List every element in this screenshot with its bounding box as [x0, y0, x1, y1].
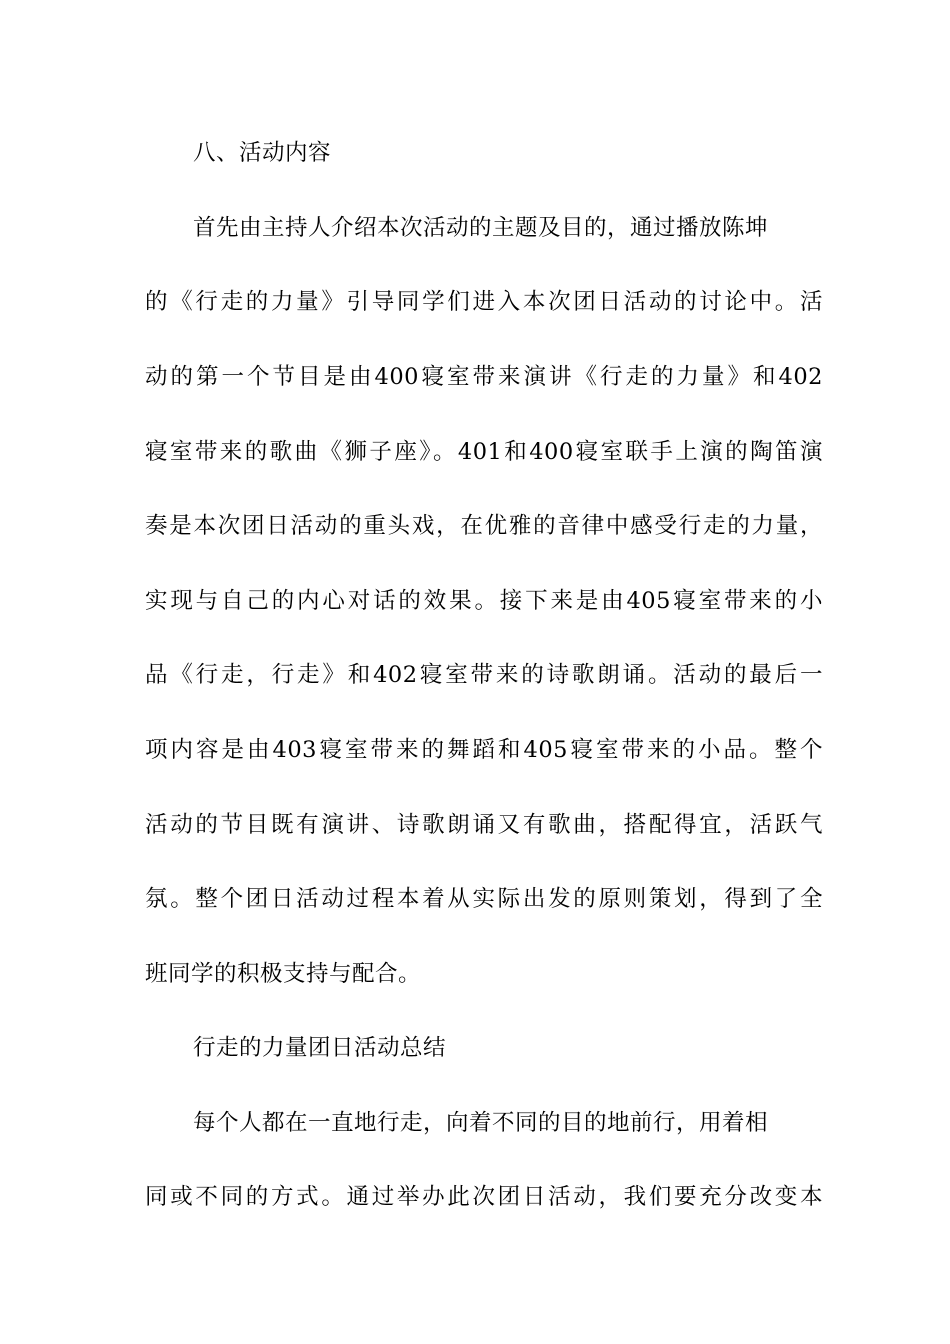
paragraph-line: 寝室带来的歌曲《狮子座》。401和400寝室联手上演的陶笛演	[145, 439, 823, 465]
paragraph-line: 每个人都在一直地行走，向着不同的目的地前行，用着相	[193, 1110, 769, 1136]
paragraph-line: 项内容是由403寝室带来的舞蹈和405寝室带来的小品。整个	[145, 737, 823, 763]
section-heading: 八、活动内容	[193, 140, 332, 166]
paragraph-line: 氛。整个团日活动过程本着从实际出发的原则策划，得到了全	[145, 886, 823, 912]
paragraph-line: 动的第一个节目是由400寝室带来演讲《行走的力量》和402	[145, 364, 823, 390]
paragraph-line: 首先由主持人介绍本次活动的主题及目的，通过播放陈坤	[193, 215, 769, 241]
paragraph-line: 活动的节目既有演讲、诗歌朗诵又有歌曲，搭配得宜，活跃气	[145, 812, 823, 838]
summary-title: 行走的力量团日活动总结	[193, 1035, 447, 1061]
paragraph-line: 品《行走，行走》和402寝室带来的诗歌朗诵。活动的最后一	[145, 662, 823, 688]
paragraph-line: 奏是本次团日活动的重头戏，在优雅的音律中感受行走的力量，	[145, 513, 823, 539]
paragraph-line: 实现与自己的内心对话的效果。接下来是由405寝室带来的小	[145, 588, 823, 614]
paragraph-line: 的《行走的力量》引导同学们进入本次团日活动的讨论中。活	[145, 289, 823, 315]
paragraph-line: 同或不同的方式。通过举办此次团日活动，我们要充分改变本	[145, 1184, 823, 1210]
paragraph-line: 班同学的积极支持与配合。	[145, 961, 422, 987]
